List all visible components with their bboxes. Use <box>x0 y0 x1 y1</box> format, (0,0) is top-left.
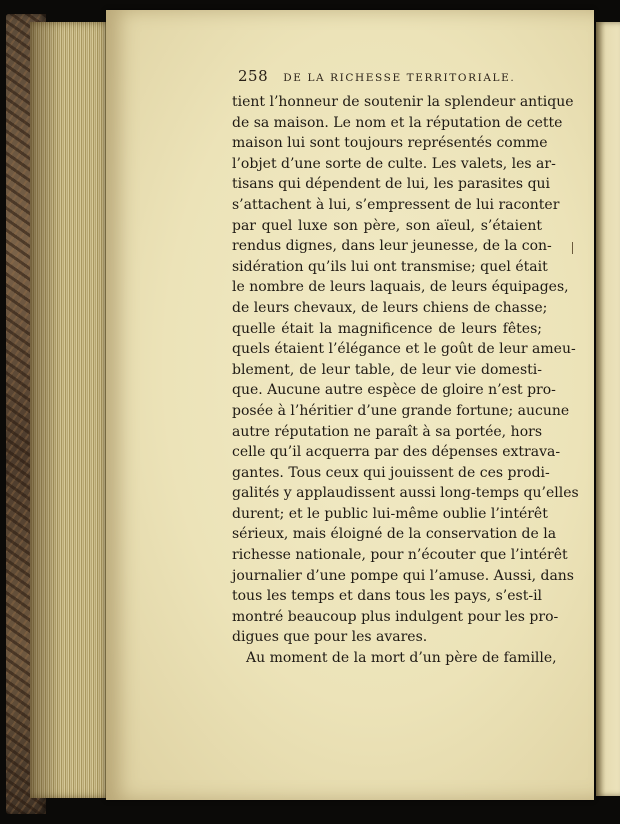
running-head <box>238 66 538 86</box>
text-line: de sa maison. Le nom et la réputation de cette <box>232 114 563 131</box>
text-line: sérieux, mais éloigné de la conservation de la <box>232 526 557 543</box>
text-line: richesse nationale, pour n’écouter que l’intérêt <box>232 547 568 564</box>
text-line: autre réputation ne paraît à sa portée, hors <box>232 423 542 440</box>
text-line: maison lui sont toujours représentés comme <box>232 135 548 152</box>
text-line: par quel luxe son père, son aïeul, s’étaient <box>232 217 542 234</box>
body-text <box>232 92 579 669</box>
text-line: s’attachent à lui, s’empressent de lui raconter <box>232 196 560 213</box>
text-line: l’objet d’une sorte de culte. Les valets, les ar- <box>232 155 556 172</box>
text-line: quelle était la magnificence de leurs fêtes; <box>232 320 542 337</box>
text-line: durent; et le public lui-même oublie l’intérêt <box>232 505 548 522</box>
text-line: quels étaient l’élégance et le goût de leur ameu- <box>232 341 576 358</box>
text-line: galités y applaudissent aussi long-temps qu’elles <box>232 485 579 502</box>
text-line: montré beaucoup plus indulgent pour les pro- <box>232 608 559 625</box>
text-line: tous les temps et dans tous les pays, s’est-il <box>232 588 543 605</box>
text-line: le nombre de leurs laquais, de leurs équipages, <box>232 279 569 296</box>
text-line: tient l’honneur de soutenir la splendeur antique <box>232 94 574 110</box>
opposite-page-edge <box>596 22 620 796</box>
text-line: journalier d’une pompe qui l’amuse. Aussi, dans <box>232 567 574 584</box>
text-line: sidération qu’ils lui ont transmise; quel était <box>232 258 548 275</box>
text-line: gantes. Tous ceux qui jouissent de ces prodi- <box>232 464 550 481</box>
text-line: de leurs chevaux, de leurs chiens de chasse; <box>232 299 548 316</box>
paper-speck <box>572 242 573 254</box>
text-line: tisans qui dépendent de lui, les parasites qui <box>232 176 551 193</box>
text-line-paragraph-start: Au moment de la mort d’un père de famille, <box>246 650 557 667</box>
text-line: posée à l’héritier d’une grande fortune; aucune <box>232 402 570 419</box>
page-number: 258 <box>238 67 269 85</box>
running-title: DE LA RICHESSE TERRITORIALE. <box>283 72 516 84</box>
text-line: blement, de leur table, de leur vie domesti- <box>232 361 542 378</box>
text-line: que. Aucune autre espèce de gloire n’est pro- <box>232 382 556 399</box>
text-line: rendus dignes, dans leur jeunesse, de la con- <box>232 238 552 255</box>
text-line: celle qu’il acquerra par des dépenses extrava- <box>232 444 561 461</box>
text-line-paragraph-end: digues que pour les avares. <box>232 629 428 646</box>
